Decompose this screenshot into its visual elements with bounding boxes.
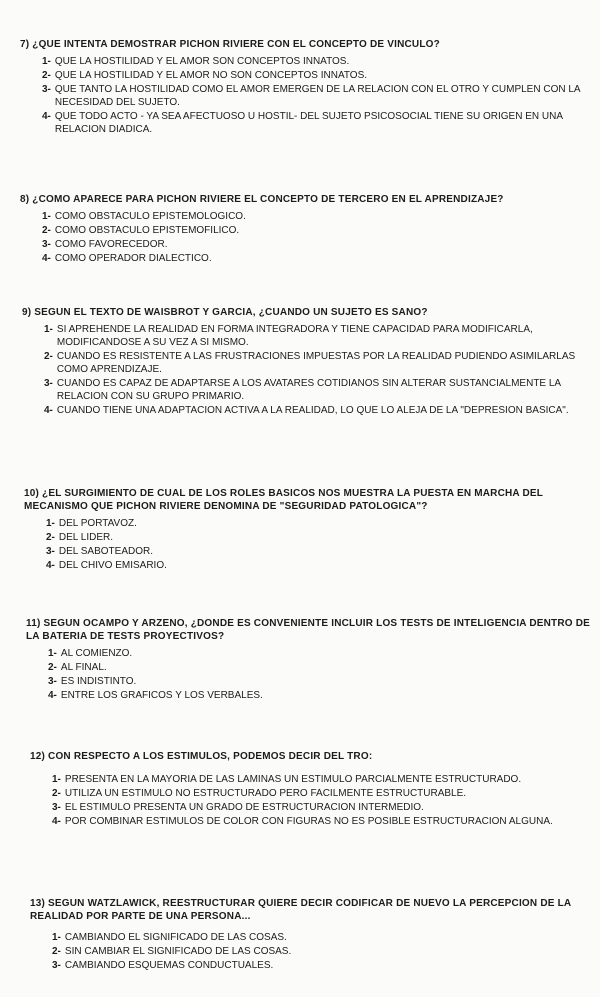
question-stem: 10) ¿EL SURGIMIENTO DE CUAL DE LOS ROLES BASICOS NOS MUESTRA LA PUESTA EN MARCHA DEL MECANISMO QUE PICHON RIVIERE DENOMINA DE "SEGURIDAD PATOLOGICA"? bbox=[24, 488, 543, 512]
option-4: 4- QUE TODO ACTO - YA SEA AFECTUOSO U HOSTIL- DEL SUJETO PSICOSOCIAL TIENE SU ORIGEN EN UNA RELACION DIADICA. bbox=[42, 111, 563, 135]
question-10 bbox=[24, 487, 599, 573]
question-stem: 8) ¿COMO APARECE PARA PICHON RIVIERE EL CONCEPTO DE TERCERO EN EL APRENDIZAJE? bbox=[20, 194, 504, 205]
option-1: 1- AL COMIENZO. bbox=[48, 648, 133, 659]
option-2: 2- COMO OBSTACULO EPISTEMOFILICO. bbox=[42, 225, 240, 236]
option-4: 4- ENTRE LOS GRAFICOS Y LOS VERBALES. bbox=[48, 690, 263, 701]
option-2: 2- UTILIZA UN ESTIMULO NO ESTRUCTURADO PERO FACILMENTE ESTRUCTURABLE. bbox=[52, 788, 467, 799]
option-2: 2- SIN CAMBIAR EL SIGNIFICADO DE LAS COSAS. bbox=[52, 946, 292, 957]
option-2: 2- CUANDO ES RESISTENTE A LAS FRUSTRACIONES IMPUESTAS POR LA REALIDAD PUDIENDO ASIMILARLAS COMO APRENDIZAJE. bbox=[44, 351, 576, 375]
question-stem: 12) CON RESPECTO A LOS ESTIMULOS, PODEMOS DECIR DEL TRO: bbox=[30, 751, 373, 762]
option-1: 1- DEL PORTAVOZ. bbox=[46, 518, 137, 529]
option-3: 3- EL ESTIMULO PRESENTA UN GRADO DE ESTRUCTURACION INTERMEDIO. bbox=[52, 802, 424, 813]
option-2: 2- QUE LA HOSTILIDAD Y EL AMOR NO SON CONCEPTOS INNATOS. bbox=[42, 70, 368, 81]
question-stem: 9) SEGUN EL TEXTO DE WAISBROT Y GARCIA, ¿CUANDO UN SUJETO ES SANO? bbox=[22, 307, 428, 318]
option-2: 2- DEL LIDER. bbox=[46, 532, 113, 543]
option-1: 1- SI APREHENDE LA REALIDAD EN FORMA INTEGRADORA Y TIENE CAPACIDAD PARA MODIFICARLA, MODIFICANDOSE A SU VEZ A SI MISMO. bbox=[44, 324, 533, 348]
option-3: 3- ES INDISTINTO. bbox=[48, 676, 137, 687]
option-1: 1- PRESENTA EN LA MAYORIA DE LAS LAMINAS UN ESTIMULO PARCIALMENTE ESTRUCTURADO. bbox=[52, 774, 522, 785]
question-12 bbox=[30, 750, 600, 829]
question-11 bbox=[26, 617, 600, 703]
option-4: 4- POR COMBINAR ESTIMULOS DE COLOR CON FIGURAS NO ES POSIBLE ESTRUCTURACION ALGUNA. bbox=[52, 816, 553, 827]
option-4: 4- COMO OPERADOR DIALECTICO. bbox=[42, 253, 212, 264]
option-1: 1- CAMBIANDO EL SIGNIFICADO DE LAS COSAS. bbox=[52, 932, 287, 943]
question-13 bbox=[30, 897, 580, 973]
option-3: 3- CAMBIANDO ESQUEMAS CONDUCTUALES. bbox=[52, 960, 274, 971]
question-stem: 13) SEGUN WATZLAWICK, REESTRUCTURAR QUIERE DECIR CODIFICAR DE NUEVO LA PERCEPCION DE LA REALIDAD POR PARTE DE UNA PERSONA... bbox=[30, 898, 571, 922]
option-2: 2- AL FINAL. bbox=[48, 662, 107, 673]
option-3: 3- CUANDO ES CAPAZ DE ADAPTARSE A LOS AVATARES COTIDIANOS SIN ALTERAR SUSTANCIALMENTE LA RELACION CON SU GRUPO PRIMARIO. bbox=[44, 378, 561, 402]
question-9 bbox=[22, 306, 597, 418]
option-4: 4- DEL CHIVO EMISARIO. bbox=[46, 560, 167, 571]
option-3: 3- QUE TANTO LA HOSTILIDAD COMO EL AMOR EMERGEN DE LA RELACION CON EL OTRO Y CUMPLEN CON LA NECESIDAD DEL SUJETO. bbox=[42, 84, 581, 108]
question-stem: 7) ¿QUE INTENTA DEMOSTRAR PICHON RIVIERE CON EL CONCEPTO DE VINCULO? bbox=[20, 39, 440, 50]
option-1: 1- QUE LA HOSTILIDAD Y EL AMOR SON CONCEPTOS INNATOS. bbox=[42, 56, 350, 67]
question-8 bbox=[20, 193, 595, 266]
option-3: 3- DEL SABOTEADOR. bbox=[46, 546, 154, 557]
option-3: 3- COMO FAVORECEDOR. bbox=[42, 239, 168, 250]
option-1: 1- COMO OBSTACULO EPISTEMOLOGICO. bbox=[42, 211, 246, 222]
question-7 bbox=[20, 38, 595, 137]
question-stem: 11) SEGUN OCAMPO Y ARZENO, ¿DONDE ES CONVENIENTE INCLUIR LOS TESTS DE INTELIGENCIA DENTRO DE LA BATERIA DE TESTS PROYECTIVOS? bbox=[26, 618, 591, 642]
option-4: 4- CUANDO TIENE UNA ADAPTACION ACTIVA A LA REALIDAD, LO QUE LO ALEJA DE LA "DEPRESION BASICA". bbox=[44, 405, 569, 416]
